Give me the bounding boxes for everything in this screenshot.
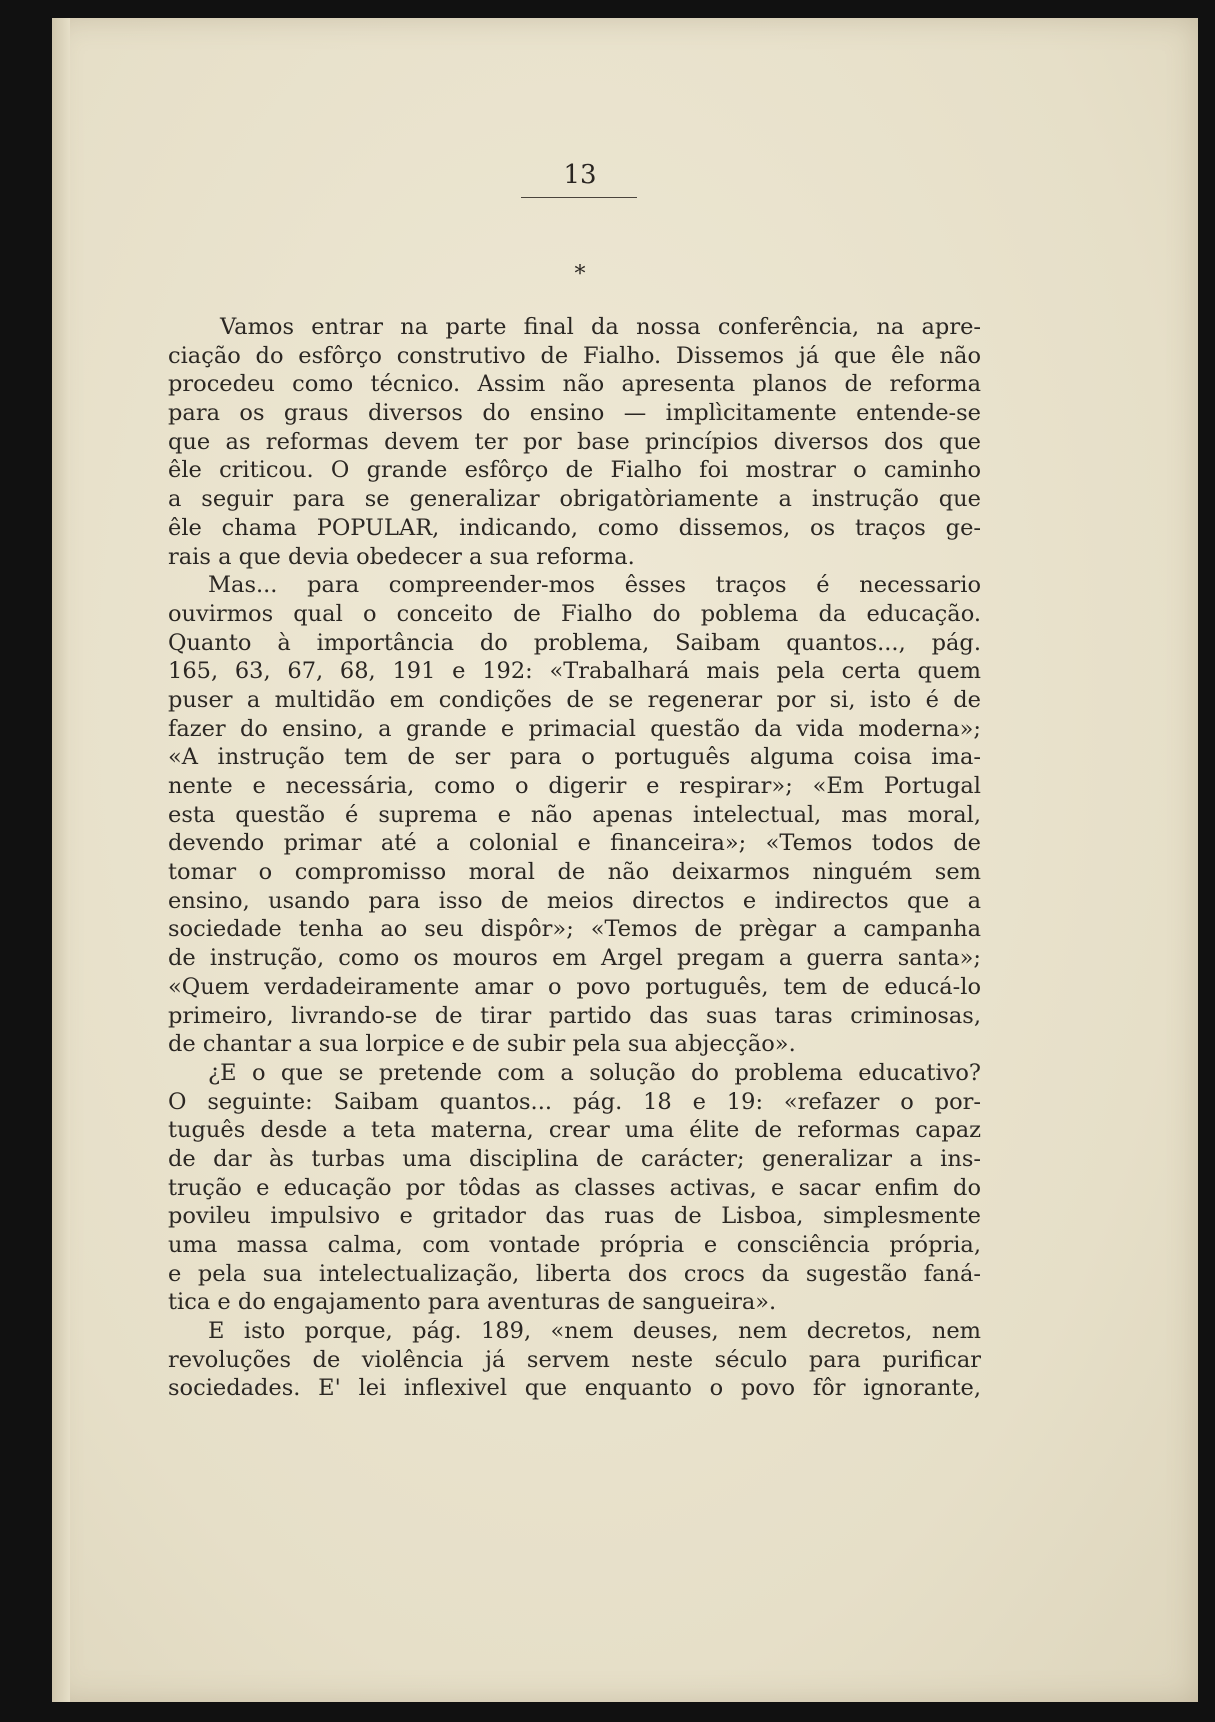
text-line: sociedades. E' lei inflexivel que enquanto o povo fôr ignorante, [168,1375,981,1402]
text-line: sociedade tenha ao seu dispôr»; «Temos de prègar a campanha [168,916,981,943]
text-line: ouvirmos qual o conceito de Fialho do poblema da educação. [168,600,981,627]
text-line: que as reformas devem ter por base princípios diversos dos que [168,428,981,455]
text-line: êle chama POPULAR, indicando, como dissemos, os traços ge- [168,514,981,541]
page-gutter-shadow [52,18,70,1702]
text-line: de chantar a sua lorpice e de subir pela sua abjecção». [168,1031,796,1058]
text-line: esta questão é suprema e não apenas intelectual, mas moral, [168,801,981,828]
text-line: povileu impulsivo e gritador das ruas de Lisboa, simplesmente [168,1203,981,1230]
text-line: tuguês desde a teta materna, crear uma élite de reformas capaz [168,1117,981,1144]
text-line: Mas... para compreender-mos êsses traços é necessario [208,572,981,599]
text-line: a seguir para se generalizar obrigatòriamente a instrução que [168,486,981,513]
text-line: puser a multidão em condições de se regenerar por si, isto é de [168,686,981,713]
text-line: revoluções de violência já servem neste século para purificar [168,1346,981,1373]
text-line: Vamos entrar na parte final da nossa conferência, na apre- [220,314,981,340]
text-line: ¿E o que se pretende com a solução do problema educativo? [208,1059,981,1086]
text-line: E isto porque, pág. 189, «nem deuses, nem decretos, nem [208,1318,981,1345]
text-line: e pela sua intelectualização, liberta dos crocs da sugestão faná- [168,1260,981,1287]
text-line: «Quem verdadeiramente amar o povo português, tem de educá-lo [168,973,981,1000]
text-line: ensino, usando para isso de meios directos e indirectos que a [168,887,981,914]
text-line: procedeu como técnico. Assim não apresenta planos de reforma [168,371,981,398]
text-line: primeiro, livrando-se de tirar partido das suas taras criminosas, [168,1002,981,1029]
text-line: êle criticou. O grande esfôrço de Fialho foi mostrar o caminho [168,457,981,484]
text-line: tomar o compromisso moral de não deixarmos ninguém sem [168,859,981,886]
text-line: rais a que devia obedecer a sua reforma. [168,543,635,570]
text-line: fazer do ensino, a grande e primacial questão da vida moderna»; [168,715,981,742]
text-line: de instrução, como os mouros em Argel pregam a guerra santa»; [168,945,981,972]
section-separator: * [574,262,586,287]
text-line: para os graus diversos do ensino — implìcitamente entende-se [168,400,981,427]
text-line: Quanto à importância do problema, Saibam quantos..., pág. [168,629,981,656]
text-line: tica e do engajamento para aventuras de sangueira». [168,1289,777,1316]
text-line: devendo primar até a colonial e financeira»; «Temos todos de [168,830,981,857]
text-line: «A instrução tem de ser para o português alguma coisa ima- [168,744,981,771]
text-line: ciação do esfôrço construtivo de Fialho. Dissemos já que êle não [168,342,981,369]
text-line: nente e necessária, como o digerir e respirar»; «Em Portugal [168,773,981,799]
page-number: 13 [563,160,597,190]
text-line: O seguinte: Saibam quantos... pág. 18 e 19: «refazer o por- [168,1088,981,1115]
text-line: uma massa calma, com vontade própria e consciência própria, [168,1232,981,1258]
body-text [168,313,981,1403]
text-line: de dar às turbas uma disciplina de carácter; generalizar a ins- [168,1145,981,1172]
page-number-rule [521,197,637,198]
text-line: trução e educação por tôdas as classes activas, e sacar enfim do [168,1174,981,1201]
text-line: 165, 63, 67, 68, 191 e 192: «Trabalhará mais pela certa quem [168,658,981,685]
